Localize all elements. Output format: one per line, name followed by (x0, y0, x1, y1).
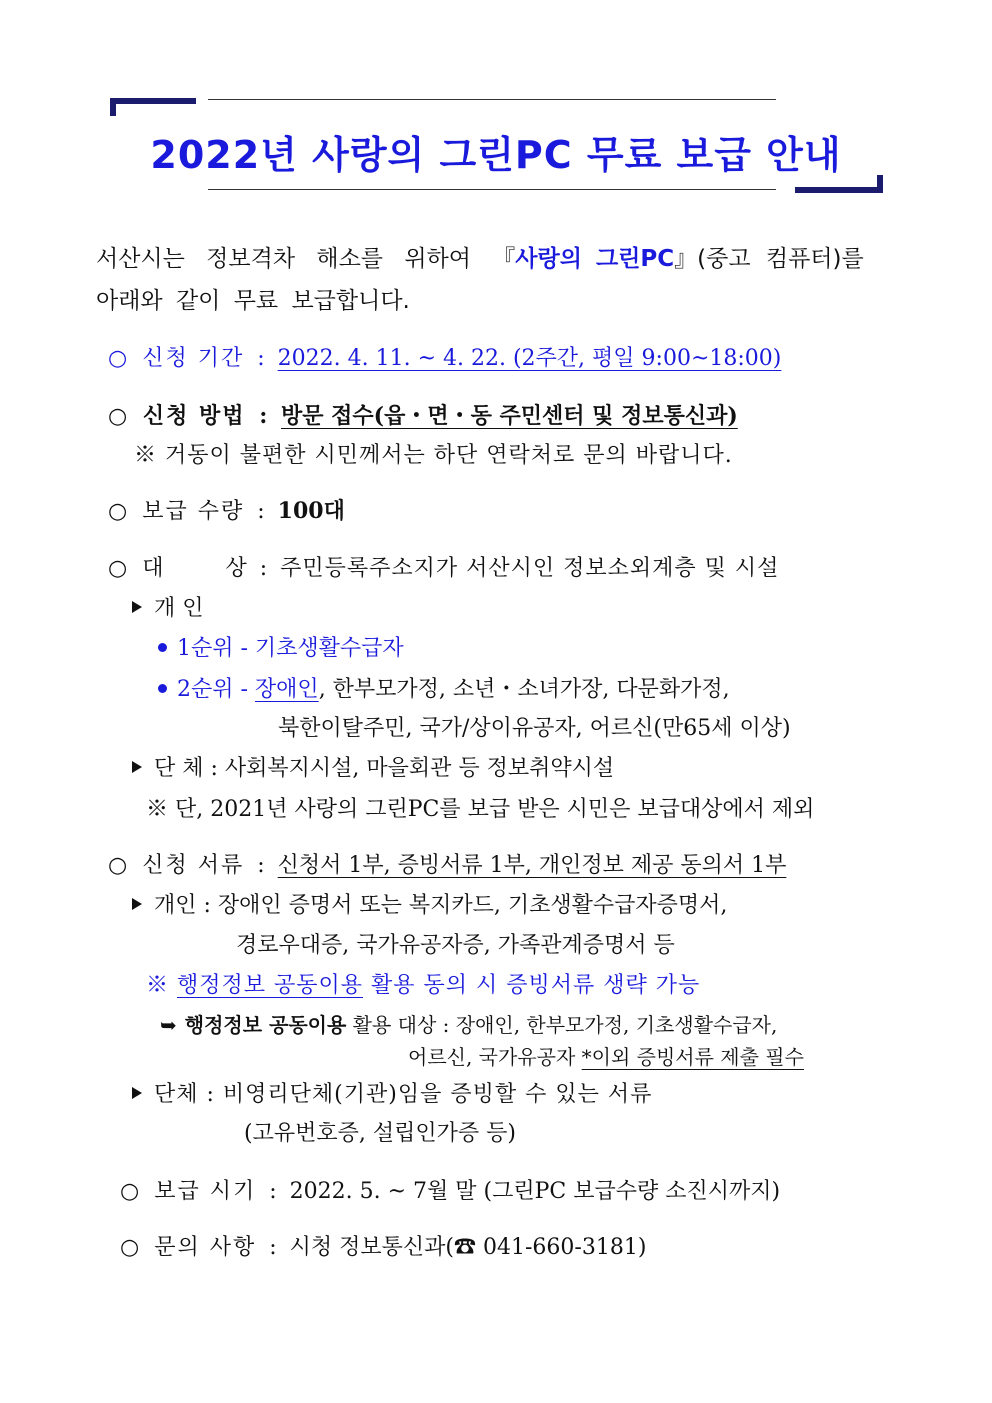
frame-top-left-v (110, 98, 116, 116)
target-group-text: 단 체 : 사회복지시설, 마을회관 등 정보취약시설 (154, 756, 615, 781)
documents-value: 신청서 1부, 증빙서류 1부, 개인정보 제공 동의서 1부 (277, 853, 787, 878)
admin-sub-bold: 행정정보 공동이용 (184, 1013, 347, 1037)
documents-group-line1: 단체 : 비영리단체(기관)임을 증빙할 수 있는 서류 (154, 1082, 653, 1107)
frame-top-line (208, 99, 776, 100)
quantity-sep: : (257, 499, 265, 524)
target-individual (132, 591, 204, 622)
target-value: 주민등록주소지가 서산시인 정보소외계층 및 시설 (280, 556, 780, 581)
contact-sep: : (269, 1235, 277, 1260)
intro-highlight: 사랑의 그린PC (515, 246, 675, 272)
contact-bullet: ○ (120, 1235, 140, 1260)
period-row (108, 341, 781, 372)
arrow-icon: ➥ (160, 1013, 177, 1037)
quantity-label: 보급 수량 (142, 499, 245, 524)
method-bullet: ○ (108, 403, 128, 429)
contact-value-pre: 시청 정보통신과( (289, 1235, 454, 1260)
intro-pre: 서산시는 정보격차 해소를 위하여 『 (96, 246, 516, 272)
schedule-label: 보급 시기 (154, 1179, 257, 1204)
admin-note-rest: 활용 동의 시 증빙서류 생략 가능 (363, 973, 701, 998)
frame-bottom-right-h (795, 187, 883, 193)
quantity-value: 100대 (277, 498, 345, 524)
documents-label: 신청 서류 (142, 853, 245, 878)
target-individual-label: 개 인 (154, 596, 204, 621)
documents-admin-sub (160, 1009, 777, 1038)
intro-post: 』(중고 컴퓨터)를 (674, 246, 864, 272)
documents-group-line2: (고유번호증, 설립인가증 등) (244, 1121, 516, 1146)
target-sep: : (259, 556, 268, 581)
contact-row (120, 1230, 646, 1261)
documents-row (108, 848, 786, 879)
period-bullet: ○ (108, 346, 128, 371)
bullet-dot-icon (158, 643, 167, 652)
schedule-value: 2022. 5. ~ 7월 말 (그린PC 보급수량 소진시까지) (289, 1179, 781, 1204)
triangle-icon (132, 1087, 142, 1099)
method-row (108, 399, 738, 430)
target-priority-2-line2: 북한이탈주민, 국가/상이유공자, 어르신(만65세 이상) (278, 716, 791, 741)
triangle-icon (132, 761, 142, 773)
target-group (132, 751, 614, 782)
target-priority-1-text: 1순위 - 기초생활수급자 (177, 636, 404, 661)
quantity-bullet: ○ (108, 499, 128, 524)
method-sep: : (259, 403, 268, 429)
admin-sub-line2-pre: 어르신, 국가유공자 (408, 1045, 582, 1069)
admin-note-link: 행정정보 공동이용 (177, 973, 364, 998)
documents-admin-note (146, 968, 700, 999)
page-title: 2022년 사랑의 그린PC 무료 보급 안내 (150, 133, 842, 177)
admin-note-prefix: ※ (146, 973, 177, 998)
method-note: ※ 거동이 불편한 시민께서는 하단 연락처로 문의 바랍니다. (134, 443, 733, 468)
contact-label: 문의 사항 (154, 1235, 257, 1260)
quantity-row (108, 494, 345, 525)
admin-sub-rest: 활용 대상 : 장애인, 한부모가정, 기초생활수급자, (346, 1013, 778, 1037)
admin-sub-line2-required: *이외 증빙서류 제출 필수 (581, 1045, 804, 1069)
target-priority-2-rest: , 한부모가정, 소년・소녀가장, 다문화가정, (318, 677, 730, 702)
method-label: 신청 방법 (142, 403, 246, 429)
schedule-bullet: ○ (120, 1179, 140, 1204)
triangle-icon (132, 601, 142, 613)
documents-bullet: ○ (108, 853, 128, 878)
documents-individual-line1: 개인 : 장애인 증명서 또는 복지카드, 기초생활수급자증명서, (154, 893, 728, 918)
intro-line-1 (96, 240, 864, 273)
schedule-row (120, 1174, 780, 1205)
documents-individual (132, 888, 727, 919)
target-row (108, 551, 779, 582)
period-sep: : (257, 346, 265, 371)
target-bullet: ○ (108, 556, 128, 581)
frame-bottom-line (208, 189, 776, 190)
documents-admin-sub-line2 (408, 1041, 804, 1070)
target-priority-2 (158, 672, 730, 703)
intro-line-2: 아래와 같이 무료 보급합니다. (96, 288, 410, 314)
bullet-dot-icon (158, 684, 167, 693)
frame-top-left-h (110, 98, 196, 104)
target-priority-2-link: 장애인 (254, 677, 319, 702)
target-label: 대 상 (142, 556, 247, 581)
period-value: 2022. 4. 11. ~ 4. 22. (2주간, 평일 9:00~18:00) (277, 346, 782, 371)
target-priority-1 (158, 631, 404, 662)
period-label: 신청 기간 (142, 346, 245, 371)
schedule-sep: : (269, 1179, 277, 1204)
contact-value-post: 041-660-3181) (476, 1235, 647, 1260)
phone-icon: ☎ (453, 1235, 476, 1260)
documents-individual-line2: 경로우대증, 국가유공자증, 가족관계증명서 등 (236, 933, 675, 958)
documents-group (132, 1077, 652, 1108)
target-exclusion: ※ 단, 2021년 사랑의 그린PC를 보급 받은 시민은 보급대상에서 제외 (146, 797, 815, 822)
documents-sep: : (257, 853, 265, 878)
triangle-icon (132, 898, 142, 910)
method-value: 방문 접수(읍・면・동 주민센터 및 정보통신과) (281, 403, 738, 429)
target-priority-2-prefix: 2순위 - (177, 677, 255, 702)
